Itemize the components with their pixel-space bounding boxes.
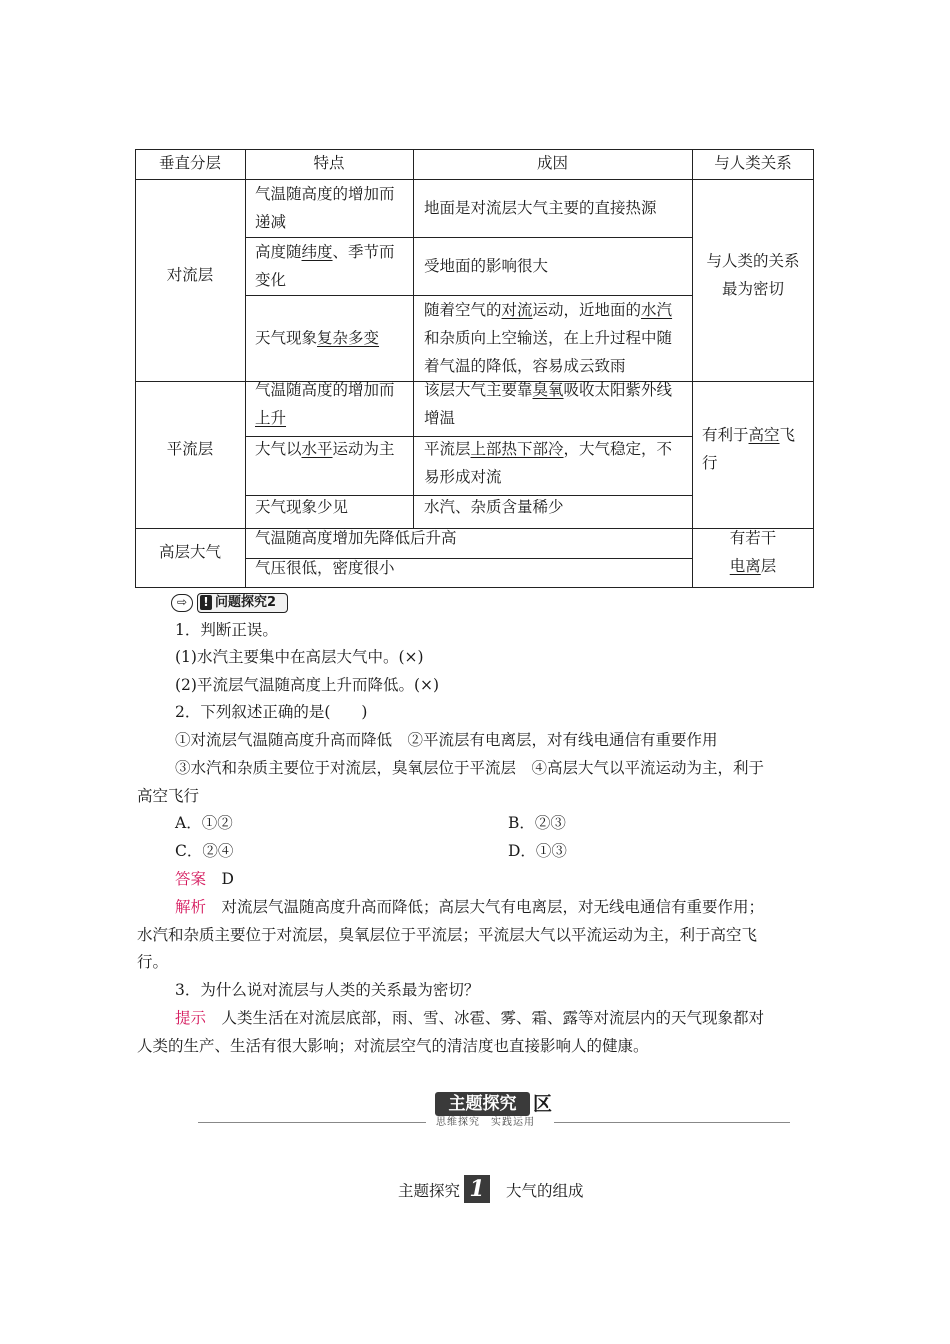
strato-feature-1: 气温随高度的增加而上升 — [255, 381, 395, 427]
analysis-label: 解析 — [175, 898, 207, 916]
option-b: B．②③ — [508, 814, 566, 832]
header-layer: 垂直分层 — [158, 154, 221, 172]
tropo-relation: 与人类的关系最为密切 — [706, 252, 800, 298]
analysis-line-2: 水汽和杂质主要位于对流层，臭氧层位于平流层；平流层大气以平流运动为主，利于高空飞 — [137, 926, 758, 944]
header-feature: 特点 — [313, 154, 345, 172]
answer-value: D — [221, 870, 234, 888]
tropo-feature-1: 气温随高度的增加而递减 — [255, 185, 395, 231]
strato-feature-3: 天气现象少见 — [255, 498, 349, 516]
banner-box: 主题探究 — [435, 1092, 530, 1116]
topic-title: 大气的组成 — [506, 1182, 584, 1200]
layer-upper-atmosphere: 高层大气 — [158, 543, 221, 561]
strato-cause-1: 该层大气主要靠臭氧吸收太阳紫外线增温 — [424, 381, 673, 427]
q2-statements-2-cont: 高空飞行 — [137, 787, 200, 805]
strato-feature-2: 大气以水平运动为主 — [255, 440, 395, 458]
q3-stem: 3．为什么说对流层与人类的关系最为密切？ — [175, 981, 480, 999]
q1-item-2: (2)平流层气温随高度上升而降低。(×) — [175, 676, 440, 694]
badge-label: 问题探究2 — [215, 595, 277, 610]
tropo-feature-2: 高度随纬度、季节而变化 — [255, 243, 395, 289]
tropo-feature-3: 天气现象复杂多变 — [255, 329, 380, 347]
strato-cause-3: 水汽、杂质含量稀少 — [424, 498, 564, 516]
tropo-cause-3: 随着空气的对流运动，近地面的水汽和杂质向上空输送，在上升过程中随着气温的降低，容易成云致雨 — [424, 301, 673, 375]
analysis-line-3: 行。 — [137, 953, 169, 971]
banner-subtitle: 思维探究 实践运用 — [436, 1117, 535, 1128]
hint-label: 提示 — [175, 1009, 207, 1027]
topic-label: 主题探究 — [398, 1182, 461, 1200]
analysis-line-1: 解析 对流层气温随高度升高而降低；高层大气有电离层，对无线电通信有重要作用； — [175, 898, 765, 916]
answer-line — [175, 869, 234, 889]
topic-number: 1 — [464, 1175, 490, 1203]
strato-cause-2: 平流层上部热下部冷，大气稳定，不易形成对流 — [424, 440, 673, 486]
hint-line-2: 人类的生产、生活有很大影响；对流层空气的清洁度也直接影响人的健康。 — [137, 1037, 649, 1055]
upper-feature-2: 气压很低，密度很小 — [255, 559, 395, 577]
tropo-cause-2: 受地面的影响很大 — [424, 257, 549, 275]
answer-label: 答案 — [175, 870, 207, 888]
atmosphere-layers-table — [135, 149, 814, 588]
option-c: C．②④ — [175, 842, 234, 860]
option-d: D．①③ — [508, 842, 567, 860]
problem-exploration-badge — [171, 593, 288, 612]
arrow-right-icon: ⇨ — [171, 594, 193, 612]
q2-statements-2: ③水汽和杂质主要位于对流层，臭氧层位于平流层 ④高层大气以平流运动为主，利于 — [175, 759, 765, 777]
header-relation: 与人类关系 — [714, 154, 792, 172]
upper-feature-1: 气温随高度增加先降低后升高 — [255, 529, 457, 547]
topic-exploration-banner — [198, 1088, 790, 1132]
q1-item-1: (1)水汽主要集中在高层大气中。(×) — [175, 648, 424, 666]
layer-stratosphere: 平流层 — [166, 440, 214, 458]
banner-suffix: 区 — [533, 1093, 553, 1115]
q2-statements-1: ①对流层气温随高度升高而降低 ②平流层有电离层，对有线电通信有重要作用 — [175, 731, 718, 749]
exclamation-icon: ! — [200, 595, 212, 610]
strato-relation: 有利于高空飞行 — [702, 426, 796, 472]
q2-stem: 2．下列叙述正确的是( ) — [175, 703, 368, 721]
tropo-cause-1: 地面是对流层大气主要的直接热源 — [424, 199, 657, 217]
hint-line-1: 提示 人类生活在对流层底部，雨、雪、冰雹、雾、霜、露等对流层内的天气现象都对 — [175, 1009, 765, 1027]
layer-troposphere: 对流层 — [166, 266, 214, 284]
option-a: A．①② — [175, 814, 233, 832]
q1-stem: 1．判断正误。 — [175, 621, 278, 639]
upper-relation: 有若干 电离层 — [729, 529, 777, 575]
header-cause: 成因 — [536, 154, 568, 172]
badge-pill — [197, 593, 288, 613]
